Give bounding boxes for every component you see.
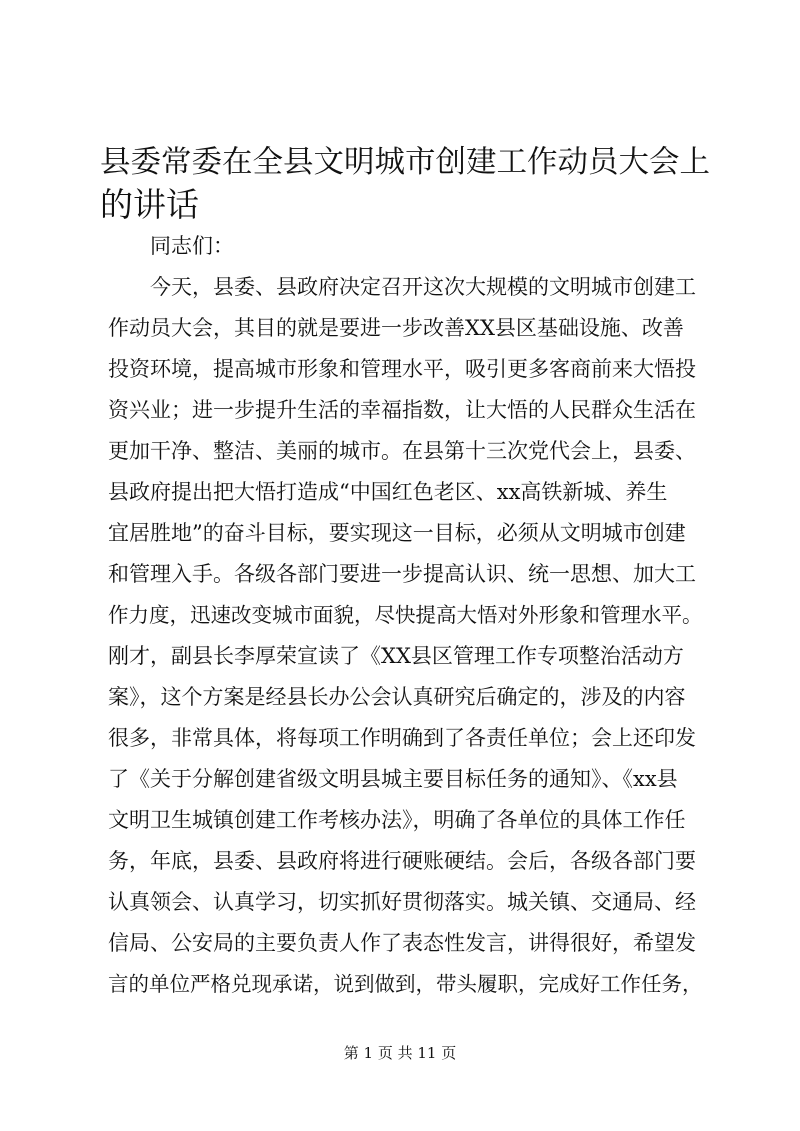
paragraph-line: 很多，非常具体，将每项工作明确到了各责任单位；会上还印发: [108, 726, 696, 750]
paragraph-line: 案》，这个方案是经县长办公会认真研究后确定的，涉及的内容: [108, 685, 686, 709]
paragraph-line: 文明卫生城镇创建工作考核办法》，明确了各单位的具体工作任: [108, 808, 686, 832]
paragraph-line: 和管理入手。各级各部门要进一步提高认识、统一思想、加大工: [108, 562, 696, 586]
paragraph-line: 资兴业；进一步提升生活的幸福指数，让大悟的人民群众生活在: [108, 398, 696, 422]
document-title-line-2: 的讲话: [100, 185, 199, 224]
paragraph-line: 务，年底，县委、县政府将进行硬账硬结。会后，各级各部门要: [108, 849, 696, 873]
paragraph-line: 作动员大会，其目的就是要进一步改善XX县区基础设施、改善: [108, 316, 684, 340]
paragraph-line: 今天，县委、县政府决定召开这次大规模的文明城市创建工: [150, 275, 696, 299]
paragraph-line: 投资环境，提高城市形象和管理水平，吸引更多客商前来大悟投: [108, 357, 696, 381]
document-title-line-1: 县委常委在全县文明城市创建工作动员大会上: [100, 145, 710, 180]
paragraph-line: 更加干净、整洁、美丽的城市。在县第十三次党代会上，县委、: [108, 439, 696, 463]
paragraph-line: 了《关于分解创建省级文明县城主要目标任务的通知》、《xx县: [108, 767, 678, 791]
paragraph-line: 作力度，迅速改变城市面貌，尽快提高大悟对外形象和管理水平。: [108, 603, 703, 627]
paragraph-line: 县政府提出把大悟打造成“中国红色老区、xx高铁新城、养生: [108, 480, 668, 504]
paragraph-line: 认真领会、认真学习，切实抓好贯彻落实。城关镇、交通局、经: [108, 890, 696, 914]
salutation: 同志们：: [150, 234, 234, 258]
paragraph-line: 宜居胜地”的奋斗目标，要实现这一目标，必须从文明城市创建: [108, 521, 686, 545]
paragraph-line: 言的单位严格兑现承诺，说到做到，带头履职，完成好工作任务，: [108, 972, 703, 996]
page-number-footer: 第 1 页 共 11 页: [343, 1044, 457, 1062]
paragraph-line: 信局、公安局的主要负责人作了表态性发言，讲得很好，希望发: [108, 931, 696, 955]
paragraph-line: 刚才，副县长李厚荣宣读了《XX县区管理工作专项整治活动方: [108, 644, 684, 668]
